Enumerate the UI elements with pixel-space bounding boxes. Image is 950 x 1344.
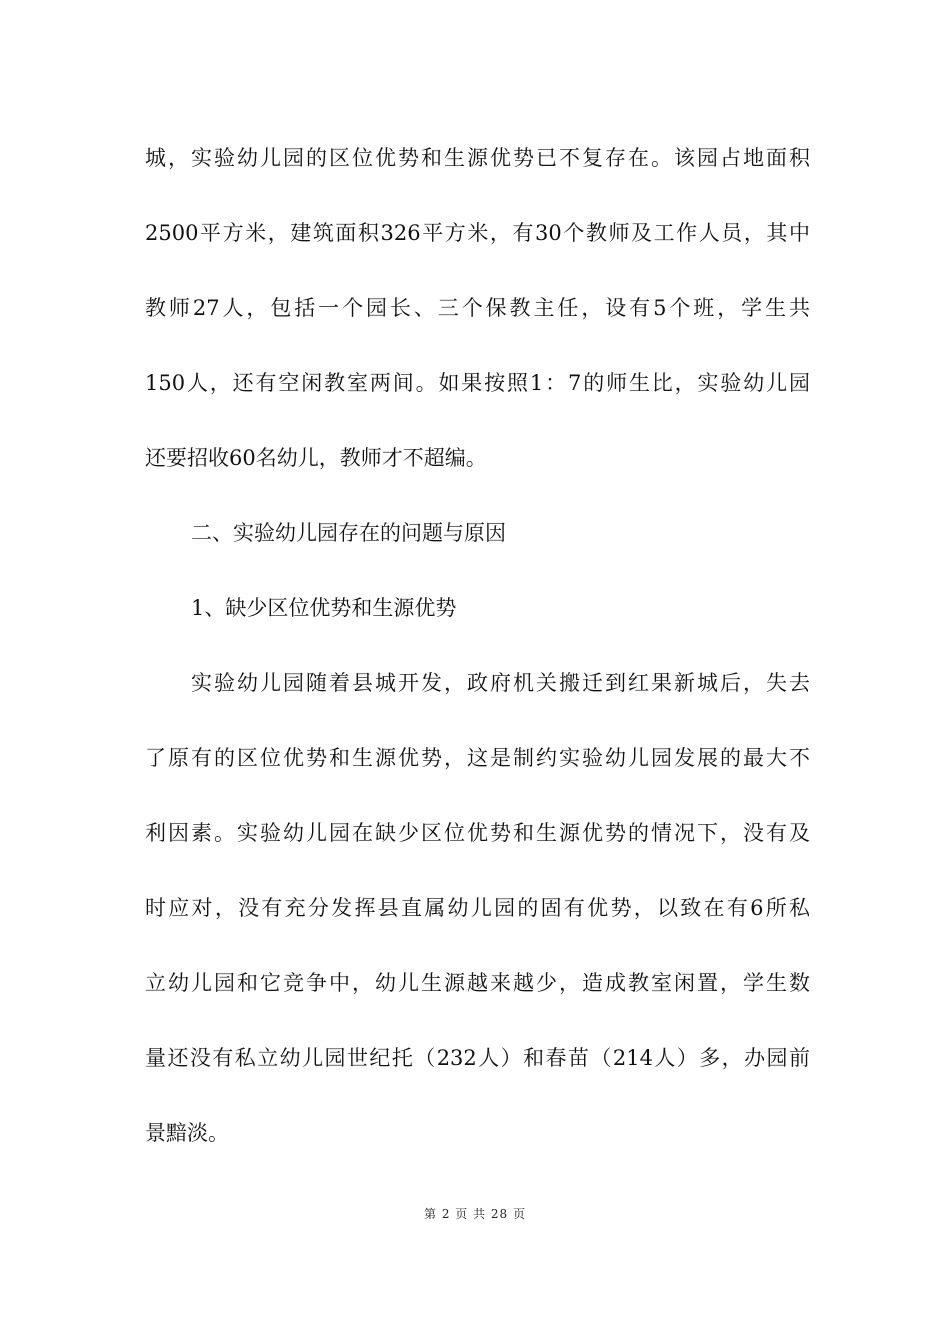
paragraph-line: 城，实验幼儿园的区位优势和生源优势已不复存在。该园占地面积 (145, 146, 810, 170)
paragraph-line: 利因素。实验幼儿园在缺少区位优势和生源优势的情况下，没有及 (145, 821, 810, 845)
paragraph-line: 景黯淡。 (145, 1121, 229, 1145)
paragraph-line: 2500平方米，建筑面积326平方米，有30个教师及工作人员，其中 (145, 221, 810, 245)
paragraph-line: 立幼儿园和它竞争中，幼儿生源越来越少，造成教室闲置，学生数 (145, 971, 810, 995)
paragraph-line: 150人，还有空闲教室两间。如果按照1：7的师生比，实验幼儿园 (145, 371, 810, 395)
paragraph-line: 了原有的区位优势和生源优势，这是制约实验幼儿园发展的最大不 (145, 746, 810, 770)
paragraph-line: 还要招收60名幼儿，教师才不超编。 (145, 446, 487, 470)
page-number-footer: 第 2 页 共 28 页 (424, 1207, 526, 1221)
paragraph-line: 教师27人，包括一个园长、三个保教主任，设有5个班，学生共 (145, 296, 810, 320)
section-heading: 二、实验幼儿园存在的问题与原因 (191, 521, 506, 545)
subsection-heading: 1、缺少区位优势和生源优势 (191, 596, 457, 620)
paragraph-line: 实验幼儿园随着县城开发，政府机关搬迁到红果新城后，失去 (191, 671, 810, 695)
paragraph-line: 量还没有私立幼儿园世纪托（232人）和春苗（214人）多，办园前 (145, 1046, 810, 1070)
body-text (145, 128, 810, 1178)
paragraph-line: 时应对，没有充分发挥县直属幼儿园的固有优势，以致在有6所私 (145, 896, 810, 920)
